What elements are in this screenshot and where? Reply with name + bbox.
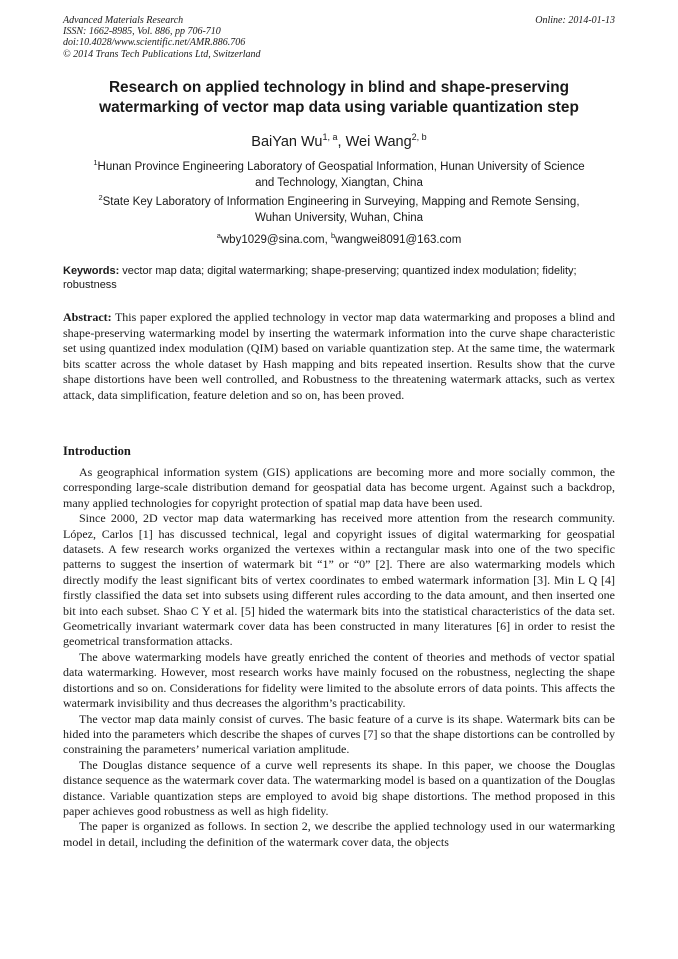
affiliation-text: State Key Laboratory of Information Engineering in Surveying, Mapping and Remote Sensing, — [102, 195, 580, 208]
journal-copyright: © 2014 Trans Tech Publications Ltd, Switzerland — [63, 48, 261, 60]
affiliation-text: and Technology, Xiangtan, China — [255, 176, 423, 189]
journal-header — [63, 15, 615, 60]
abstract-label: Abstract: — [63, 310, 112, 324]
keywords-text: vector map data; digital watermarking; shape-preserving; quantized index modulation; fidelity; robustness — [63, 265, 577, 292]
abstract-block — [63, 310, 615, 404]
keywords-label: Keywords: — [63, 265, 120, 277]
author-affiliation-mark: 1, a — [322, 132, 338, 142]
author-name: Wei Wang — [345, 133, 412, 150]
affiliation-text: Wuhan University, Wuhan, China — [254, 211, 424, 224]
email-link[interactable]: wangwei8091@163.com — [335, 233, 462, 246]
journal-name: Advanced Materials Research — [63, 15, 184, 26]
affiliation-text: Hunan Province Engineering Laboratory of Geospatial Information, Hunan University of Science — [97, 160, 585, 173]
body-paragraph: The Douglas distance sequence of a curve well represents its shape. In this paper, we choose the Douglas distance sequence as the watermark cover data. The watermarking model is based on a quantization of the Douglas distance. Variable quantization steps are employed to avoid big shape distortions. The method proposed in this paper achieves good robustness as well as high fidelity. — [63, 757, 615, 818]
author-affiliation-mark: 2, b — [411, 132, 427, 142]
section-heading: Introduction — [63, 444, 131, 458]
email-link[interactable]: wby1029@sina.com, — [220, 233, 331, 246]
affiliation-mark: 2 — [98, 193, 103, 202]
author-name: BaiYan Wu — [251, 133, 323, 150]
author-emails — [64, 228, 614, 248]
body-paragraph: The above watermarking models have greatly enriched the content of theories and methods of vector spatial data watermarking. However, most research works have mainly focused on the robustness, neglecting the shape distortions and so on. Considerations for fidelity were limited to the absolute errors of data points. This affects the watermark invisibility and thus decreases the algorithm’s practicability. — [63, 649, 615, 711]
section-body — [63, 465, 615, 850]
journal-doi: doi:10.4028/www.scientific.net/AMR.886.706 — [63, 37, 246, 49]
body-paragraph: The paper is organized as follows. In section 2, we describe the applied technology used in our watermarking model in detail, including the definition of the watermark cover data, the objects — [63, 819, 615, 849]
email-mark: b — [331, 231, 336, 240]
online-date: Online: 2014-01-13 — [535, 15, 615, 26]
affiliation-2 — [64, 190, 614, 226]
title-line-2: watermarking of vector map data using variable quantization step — [99, 99, 579, 116]
paper-title — [60, 78, 618, 118]
keywords-block — [63, 264, 615, 293]
title-line-1: Research on applied technology in blind and shape-preserving — [108, 79, 570, 96]
email-mark: a — [216, 231, 221, 240]
abstract-text: This paper explored the applied technology in vector map data watermarking and proposes a blind and shape-preserving watermarking model by inserting the watermark information into the curve shape characteristic set using quantized index modulation (QIM) based on variable quantization step. At the same time, the watermark bits scatter across the whole dataset by Hash mapping and bits repeated insertion. Results show that the curve shape distortions have been well controlled, and Robustness to the threatening watermark attacks, such as vertex attack, data simplification, feature deletion and so on, has been proved. — [63, 310, 615, 402]
body-paragraph: As geographical information system (GIS) applications are becoming more and more socially common, the corresponding large-scale distribution demand for geospatial data has become urgent. Against such a backdrop, many applied technologies for copyright protection of spatial map data have been used. — [63, 465, 615, 510]
body-paragraph: The vector map data mainly consist of curves. The basic feature of a curve is its shape. Watermark bits can be hided into the parameters which describe the shapes of curves [7] so that the shape distortions can be controlled by constraining the parameters’ numerical variation amplitude. — [63, 711, 615, 757]
author-list — [60, 128, 618, 151]
affiliation-mark: 1 — [93, 158, 98, 167]
body-paragraph: Since 2000, 2D vector map data watermarking has received more attention from the research community. López, Carlos [1] has discussed technical, legal and copyright issues of digital watermarking for geospatial datasets. A few research works organized the vertexes within a rectangular mask into one of the two specific patterns to suggest the insertion of watermark bit “1” or “0” [2]. There are also watermarking models which directly modify the least significant bits of vertex coordinates to embed watermark information [3]. Min L Q [4] firstly classified the data set into subsets using different rules according to the data amount, and then inserted one bit into each subset. Shao C Y et al. [5] hided the watermark bits into the statistical characteristics of the data set. Geometrically invariant watermark cover data has been constructed in many literatures [6] in order to resist the geometrical transformation attacks. — [63, 511, 615, 649]
affiliation-1 — [64, 155, 614, 191]
journal-issn: ISSN: 1662-8985, Vol. 886, pp 706-710 — [63, 26, 221, 38]
author-separator: , — [337, 133, 346, 150]
